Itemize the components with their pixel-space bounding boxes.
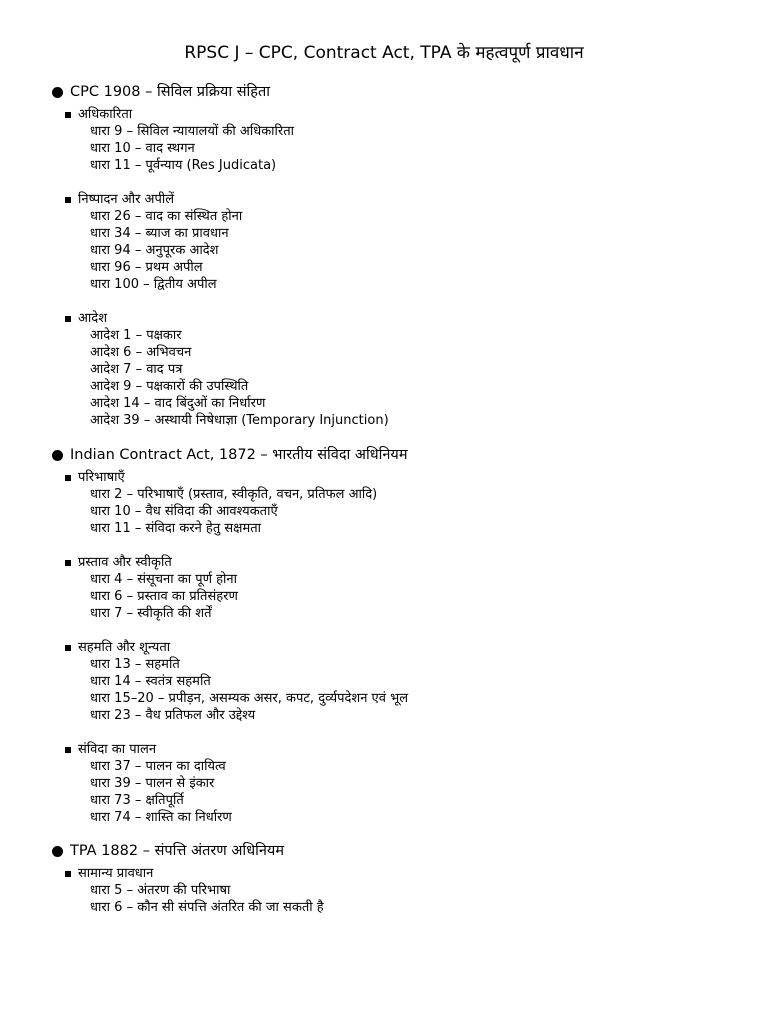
circle-bullet-icon <box>52 450 63 461</box>
group-label-text: निष्पादन और अपीलें <box>78 192 175 207</box>
group-definitions <box>65 469 752 537</box>
list-item: धारा 4 – संसूचना का पूर्ण होना <box>90 572 238 587</box>
list-item: धारा 73 – क्षतिपूर्ति <box>90 793 184 808</box>
group-label <box>65 469 752 486</box>
list-item: धारा 26 – वाद का संस्थित होना <box>90 209 243 224</box>
list-item: धारा 13 – सहमति <box>90 657 180 672</box>
group-label <box>65 865 752 882</box>
group-label-text: सहमति और शून्यता <box>78 640 171 655</box>
group-label-text: अधिकारिता <box>78 107 133 122</box>
section-contract-act <box>52 446 752 826</box>
list-item: धारा 100 – द्वितीय अपील <box>90 277 217 292</box>
group-consent-voidness <box>65 639 752 724</box>
circle-bullet-icon <box>52 846 63 857</box>
list-item: आदेश 9 – पक्षकारों की उपस्थिति <box>90 379 249 394</box>
list-item: आदेश 6 – अभिवचन <box>90 345 192 360</box>
square-bullet-icon <box>65 645 71 651</box>
list-item: आदेश 1 – पक्षकार <box>90 328 182 343</box>
list-item: धारा 5 – अंतरण की परिभाषा <box>90 883 231 898</box>
spacer <box>52 174 752 187</box>
section-heading <box>52 83 752 102</box>
list-item: धारा 15–20 – प्रपीड़न, असम्यक असर, कपट, दुर्व्यपदेशन एवं भूल <box>90 691 409 706</box>
square-bullet-icon <box>65 871 71 877</box>
group-label <box>65 741 752 758</box>
group-execution-appeals <box>65 191 752 293</box>
list-item: धारा 14 – स्वतंत्र सहमति <box>90 674 211 689</box>
list-item: धारा 7 – स्वीकृति की शर्तें <box>90 606 212 621</box>
group-label <box>65 106 752 123</box>
group-label <box>65 554 752 571</box>
list-item: धारा 94 – अनुपूरक आदेश <box>90 243 219 258</box>
group-label-text: प्रस्ताव और स्वीकृति <box>78 555 172 570</box>
section-heading-text: CPC 1908 – सिविल प्रक्रिया संहिता <box>70 84 270 100</box>
group-label <box>65 191 752 208</box>
square-bullet-icon <box>65 747 71 753</box>
list-item: आदेश 14 – वाद बिंदुओं का निर्धारण <box>90 396 266 411</box>
list-item: आदेश 7 – वाद पत्र <box>90 362 183 377</box>
list-item: धारा 34 – ब्याज का प्रावधान <box>90 226 229 241</box>
group-jurisdiction <box>65 106 752 174</box>
list-item: आदेश 39 – अस्थायी निषेधाज्ञा (Temporary Injunction) <box>90 413 389 428</box>
section-cpc <box>52 83 752 429</box>
group-orders <box>65 310 752 429</box>
square-bullet-icon <box>65 560 71 566</box>
square-bullet-icon <box>65 112 71 118</box>
list-item: धारा 11 – पूर्वन्याय (Res Judicata) <box>90 158 277 173</box>
list-item: धारा 9 – सिविल न्यायालयों की अधिकारिता <box>90 124 295 139</box>
circle-bullet-icon <box>52 87 63 98</box>
spacer <box>52 537 752 550</box>
list-item: धारा 23 – वैध प्रतिफल और उद्देश्य <box>90 708 256 723</box>
group-performance <box>65 741 752 826</box>
square-bullet-icon <box>65 197 71 203</box>
group-label <box>65 639 752 656</box>
group-general-provisions <box>65 865 752 916</box>
spacer <box>52 293 752 306</box>
group-label-text: परिभाषाएँ <box>78 470 125 485</box>
list-item: धारा 10 – वैध संविदा की आवश्यकताएँ <box>90 504 278 519</box>
group-label-text: संविदा का पालन <box>78 742 157 757</box>
spacer <box>52 622 752 635</box>
document-title: RPSC J – CPC, Contract Act, TPA के महत्वपूर्ण प्रावधान <box>184 43 584 63</box>
group-offer-acceptance <box>65 554 752 622</box>
list-item: धारा 39 – पालन से इंकार <box>90 776 215 791</box>
section-tpa <box>52 842 752 916</box>
group-label-text: आदेश <box>78 311 108 326</box>
spacer <box>52 724 752 737</box>
list-item: धारा 37 – पालन का दायित्व <box>90 759 226 774</box>
list-item: धारा 6 – प्रस्ताव का प्रतिसंहरण <box>90 589 238 604</box>
list-item: धारा 96 – प्रथम अपील <box>90 260 203 275</box>
list-item: धारा 10 – वाद स्थगन <box>90 141 195 156</box>
list-item: धारा 74 – शास्ति का निर्धारण <box>90 810 232 825</box>
group-label-text: सामान्य प्रावधान <box>78 866 154 881</box>
group-label <box>65 310 752 327</box>
square-bullet-icon <box>65 475 71 481</box>
list-item: धारा 2 – परिभाषाएँ (प्रस्ताव, स्वीकृति, वचन, प्रतिफल आदि) <box>90 487 378 502</box>
square-bullet-icon <box>65 316 71 322</box>
section-heading <box>52 842 752 861</box>
section-heading-text: Indian Contract Act, 1872 – भारतीय संविदा अधिनियम <box>70 447 408 463</box>
list-item: धारा 6 – कौन सी संपत्ति अंतरित की जा सकती है <box>90 900 324 915</box>
list-item: धारा 11 – संविदा करने हेतु सक्षमता <box>90 521 262 536</box>
section-heading <box>52 446 752 465</box>
section-heading-text: TPA 1882 – संपत्ति अंतरण अधिनियम <box>70 843 284 859</box>
